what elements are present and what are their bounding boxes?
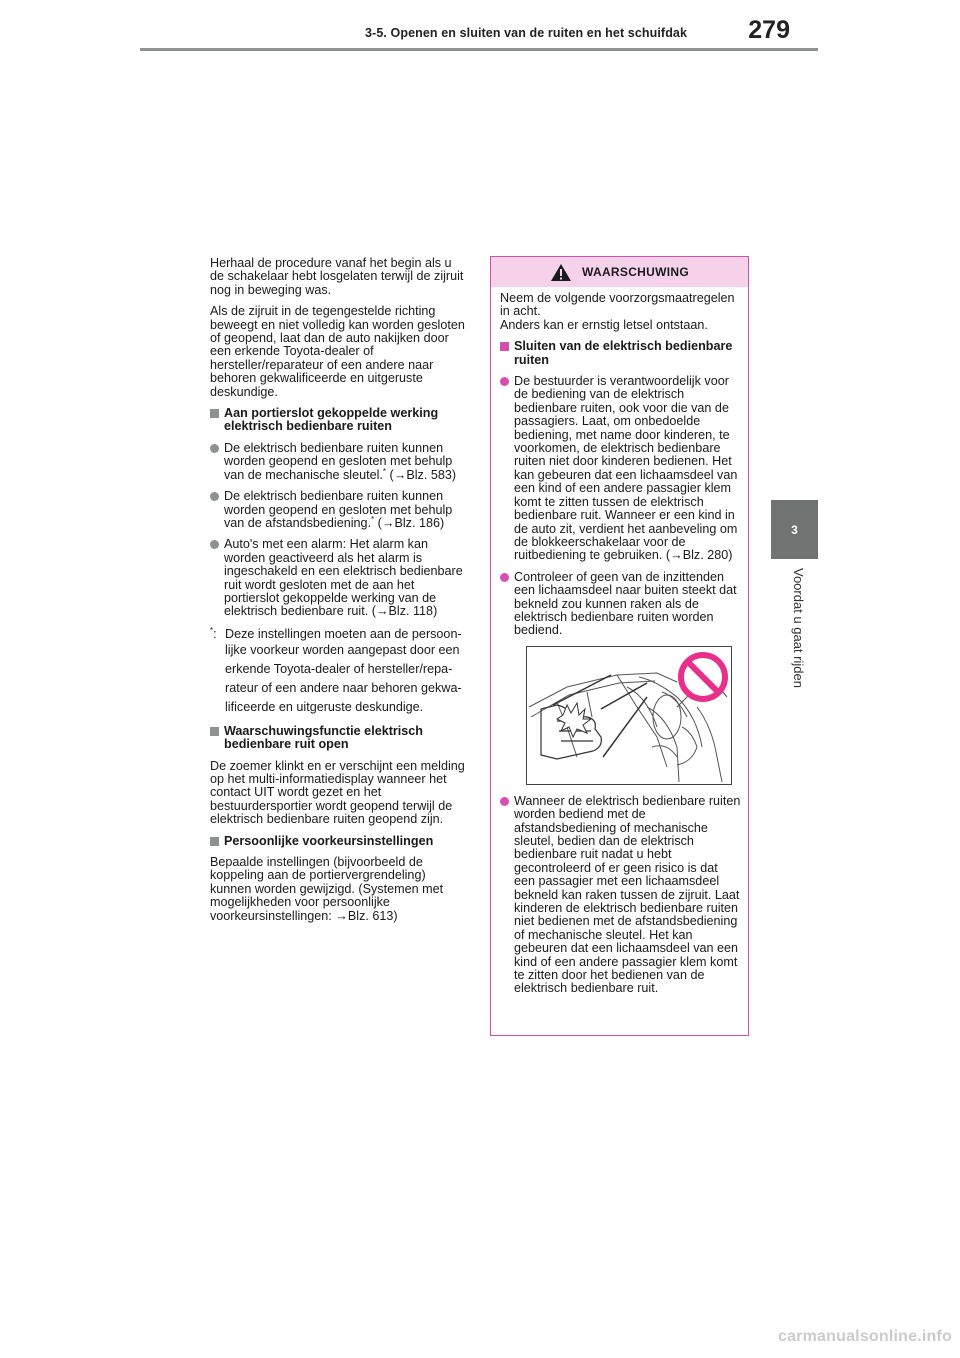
list-item: Controleer of geen van de inzittenden een lichaamsdeel naar buiten steekt dat bekneld zou kunnen raken als de elektrisch bedienbare ruiten worden bediend. bbox=[500, 571, 741, 638]
square-bullet-icon bbox=[500, 342, 509, 351]
list-item: De elektrisch bedienbare ruiten kunnen worden geopend en gesloten met behulp van de afstandsbediening.* (→Blz. 186) bbox=[210, 490, 466, 530]
circle-bullet-icon bbox=[210, 492, 219, 501]
list-item: Auto's met een alarm: Het alarm kan worden geactiveerd als het alarm is ingeschakeld en een elektrisch bedienbare ruit wordt gesloten met de aan het portierslot gekoppelde werking van de elektrisch bedienbare ruit. (→Blz. 118) bbox=[210, 538, 466, 618]
left-column bbox=[210, 257, 466, 931]
page-number: 279 bbox=[748, 16, 790, 44]
header-divider bbox=[140, 48, 818, 51]
page-reference: (→Blz. 583) bbox=[386, 467, 457, 482]
circle-bullet-icon bbox=[500, 573, 509, 582]
warning-header bbox=[491, 257, 748, 287]
section-title-open-warning: Waarschuwingsfunctie elektrisch bedienbare ruit open bbox=[210, 725, 466, 752]
square-bullet-icon bbox=[210, 409, 219, 418]
warning-intro: Neem de volgende voorzorgsmaatregelen in acht. bbox=[500, 291, 735, 319]
square-bullet-icon bbox=[210, 727, 219, 736]
page-reference: (→Blz. 186) bbox=[374, 515, 445, 530]
section-paragraph: De zoemer klinkt en er verschijnt een melding op het multi-informatiedisplay wanneer het contact UIT wordt gezet en het bestuurdersportier wordt geopend terwijl de elektrisch bedienbare ruiten geopend zijn. bbox=[210, 758, 465, 827]
watermark: carmanualsonline.info bbox=[777, 1328, 952, 1345]
list-item: De elektrisch bedienbare ruiten kunnen worden geopend en gesloten met behulp van de mechanische sleutel.* (→Blz. 583) bbox=[210, 442, 466, 482]
section-paragraph: Bepaalde instellingen (bijvoorbeeld de koppeling aan de portiervergrendeling) kunnen worden gewijzigd. (Systemen met mogelijkheden voor persoonlijke voorkeursinstellingen: →Blz. 613) bbox=[210, 855, 444, 923]
section-title-personal-settings: Persoonlijke voorkeursinstellingen bbox=[210, 835, 466, 848]
prohibition-icon bbox=[681, 655, 725, 699]
warning-intro-2: Anders kan er ernstig letsel ontstaan. bbox=[500, 317, 708, 332]
car-interior-illustration bbox=[527, 647, 731, 784]
warning-body bbox=[491, 287, 748, 996]
asterisk-mark: * bbox=[382, 466, 387, 476]
circle-bullet-icon bbox=[500, 797, 509, 806]
warning-triangle-icon bbox=[550, 263, 572, 282]
footnote: *: Deze instellingen moeten aan de persoon- lijke voorkeur worden aangepast door een erkende Toyota-dealer of hersteller/repa- rateur of een andere naar behoren gekwa- lificeerde en uitgeruste deskundige. bbox=[210, 625, 462, 714]
circle-bullet-icon bbox=[210, 540, 219, 549]
square-bullet-icon bbox=[210, 837, 219, 846]
intro-paragraph-2: Als de zijruit in de tegengestelde richting beweegt en niet volledig kan worden gesloten of geopend, laat dan de auto nakijken door een erkende Toyota-dealer of hersteller/reparateur of een andere naar behoren gekwalificeerde en uitgeruste deskundige. bbox=[210, 304, 465, 399]
intro-paragraph: Herhaal de procedure vanaf het begin als u de schakelaar hebt losgelaten terwijl de zijruit nog in beweging was. bbox=[210, 256, 464, 297]
list-item: Wanneer de elektrisch bedienbare ruiten worden bediend met de afstandsbediening of mechanische sleutel, bedien dan de elektrisch bedienbare ruit nadat u hebt gecontroleerd of er geen risico is dat een passagier met een lichaamsdeel bekneld kan raken tussen de zijruit. Laat kinderen de elektrisch bedienbare ruiten niet bedienen met de afstandsbediening of mechanische sleutel. Het kan gebeuren dat een lichaamsdeel van een kind of een andere passagier klem komt te zitten door het bedienen van de elektrisch bedienbare ruit. bbox=[500, 795, 741, 996]
chapter-title: Voordat u gaat rijden bbox=[791, 568, 806, 688]
list-item: De bestuurder is verantwoordelijk voor de bediening van de elektrisch bedienbare ruiten, ook voor die van de passagiers. Laat, om onbedoelde bediening, met name door kinderen, te voorkomen, de elektrisch bedienbare ruiten niet door kinderen bedienen. Het kan gebeuren dat een lichaamsdeel van een kind of een andere passagier klem komt te zitten tussen de elektrisch bedienbare ruit. Wanneer er een kind in de auto zit, verdient het aanbeveling om de blokkeerschakelaar voor de ruitbediening te gebruiken. (→Blz. 280) bbox=[500, 375, 741, 563]
circle-bullet-icon bbox=[210, 444, 219, 453]
circle-bullet-icon bbox=[500, 377, 509, 386]
chapter-section-title: 3-5. Openen en sluiten van de ruiten en het schuifdak bbox=[365, 26, 688, 40]
chapter-tab bbox=[771, 500, 818, 559]
asterisk-mark: * bbox=[371, 514, 375, 524]
warning-box bbox=[490, 256, 749, 1036]
chapter-number: 3 bbox=[791, 522, 798, 537]
warning-section-title: Sluiten van de elektrisch bedienbare ruiten bbox=[500, 340, 741, 367]
section-title-door-lock: Aan portierslot gekoppelde werking elektrisch bedienbare ruiten bbox=[210, 407, 466, 434]
warning-label: WAARSCHUWING bbox=[582, 265, 689, 279]
illustration-hand-caught-window bbox=[526, 646, 732, 785]
